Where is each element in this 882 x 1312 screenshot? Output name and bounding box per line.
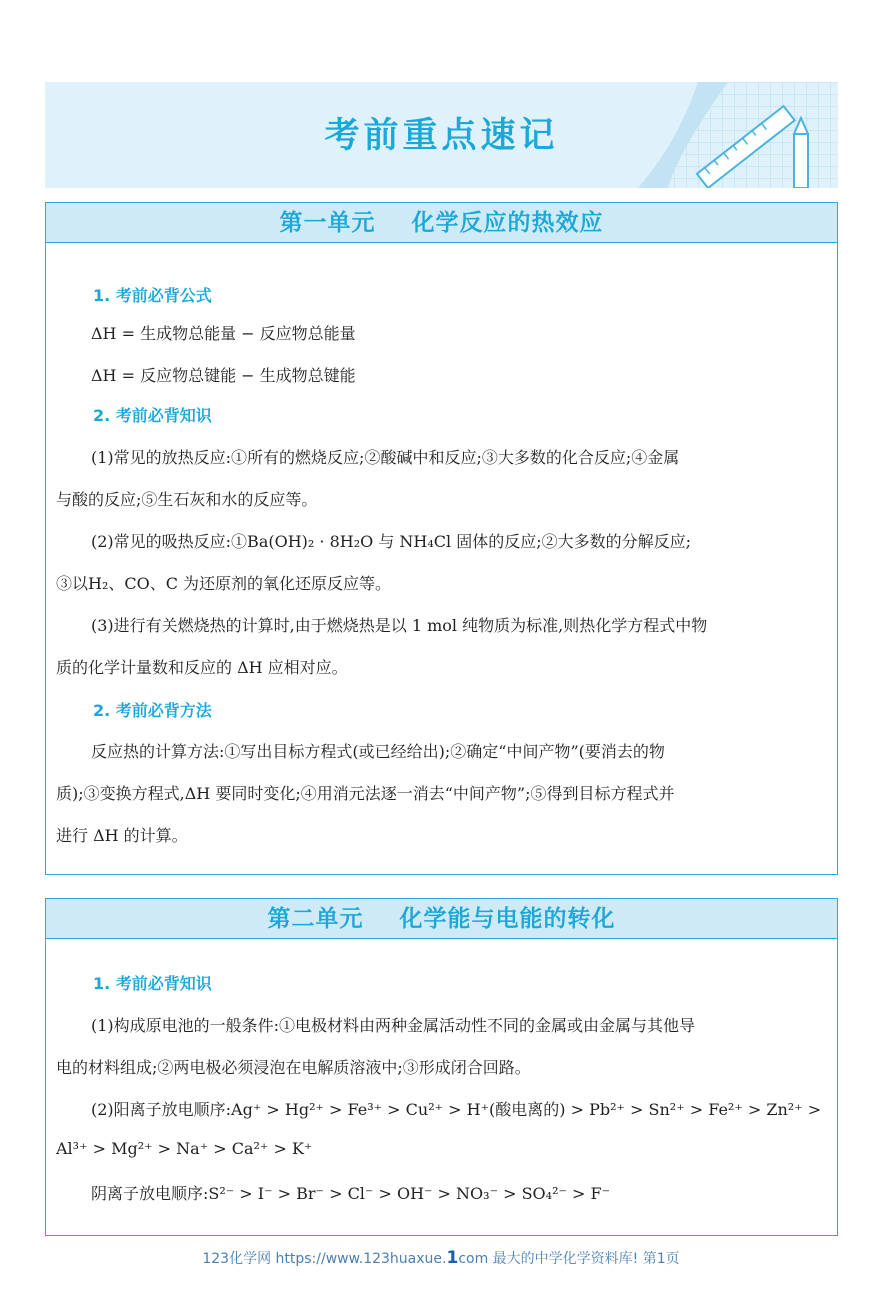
s2-paragraph-3: 阴离子放电顺序:S²⁻ > I⁻ > Br⁻ > Cl⁻ > OH⁻ > NO₃⁻ > SO₄²⁻ > F⁻	[91, 1184, 611, 1203]
subheading-formulas: 1. 考前必背公式	[93, 286, 212, 305]
section-2-unit-title: 化学能与电能的转化	[399, 906, 616, 932]
paragraph-4-line-2: 质);③变换方程式,ΔH 要同时变化;④用消元法逐一消去“中间产物”;⑤得到目标方程式并	[56, 784, 675, 803]
formula-2: ΔH = 反应物总键能 − 生成物总键能	[91, 366, 356, 385]
section-2-header	[46, 899, 837, 939]
s2-paragraph-1-line-2: 电的材料组成;②两电极必须浸泡在电解质溶液中;③形成闭合回路。	[56, 1058, 531, 1077]
s2-paragraph-2-line-2: Al³⁺ > Mg²⁺ > Na⁺ > Ca²⁺ > K⁺	[56, 1139, 313, 1158]
footer-site-url[interactable]: 123化学网 https://www.123huaxue.	[202, 1251, 447, 1267]
s2-paragraph-2-line-1: (2)阳离子放电顺序:Ag⁺ > Hg²⁺ > Fe³⁺ > Cu²⁺ > H⁺(酸电离的) > Pb²⁺ > Sn²⁺ > Fe²⁺ > Zn²⁺ >	[91, 1100, 822, 1119]
subheading-knowledge: 2. 考前必背知识	[93, 406, 212, 425]
paragraph-1-line-1: (1)常见的放热反应:①所有的燃烧反应;②酸碱中和反应;③大多数的化合反应;④金属	[91, 448, 680, 467]
paragraph-2-line-2: ③以H₂、CO、C 为还原剂的氧化还原反应等。	[56, 574, 392, 593]
title-banner	[45, 82, 838, 188]
section-1-unit-title: 化学反应的热效应	[411, 210, 604, 236]
page-footer	[0, 1248, 882, 1268]
page-title: 考前重点速记	[324, 116, 559, 156]
ruler-pencil-graphic	[638, 82, 838, 188]
paragraph-4-line-1: 反应热的计算方法:①写出目标方程式(或已经给出);②确定“中间产物”(要消去的物	[91, 742, 665, 761]
section-unit-2	[45, 898, 838, 1236]
section-2-unit-label: 第二单元	[267, 906, 364, 932]
formula-1: ΔH = 生成物总能量 − 反应物总能量	[91, 324, 356, 343]
footer-site-text: com 最大的中学化学资料库! 第1页	[458, 1251, 680, 1267]
subheading-knowledge-2: 1. 考前必背知识	[93, 974, 212, 993]
paragraph-2-line-1: (2)常见的吸热反应:①Ba(OH)₂ · 8H₂O 与 NH₄Cl 固体的反应;②大多数的分解反应;	[91, 532, 692, 551]
paragraph-3-line-2: 质的化学计量数和反应的 ΔH 应相对应。	[56, 658, 348, 677]
section-1-unit-label: 第一单元	[279, 210, 376, 236]
section-unit-1	[45, 202, 838, 875]
subheading-methods: 2. 考前必背方法	[93, 701, 212, 720]
section-1-header	[46, 203, 837, 243]
paragraph-3-line-1: (3)进行有关燃烧热的计算时,由于燃烧热是以 1 mol 纯物质为标准,则热化学方程式中物	[91, 616, 708, 635]
page-number: 1	[446, 1248, 459, 1268]
s2-paragraph-1-line-1: (1)构成原电池的一般条件:①电极材料由两种金属活动性不同的金属或由金属与其他导	[91, 1016, 696, 1035]
paragraph-4-line-3: 进行 ΔH 的计算。	[56, 826, 188, 845]
paragraph-1-line-2: 与酸的反应;⑤生石灰和水的反应等。	[56, 490, 318, 509]
